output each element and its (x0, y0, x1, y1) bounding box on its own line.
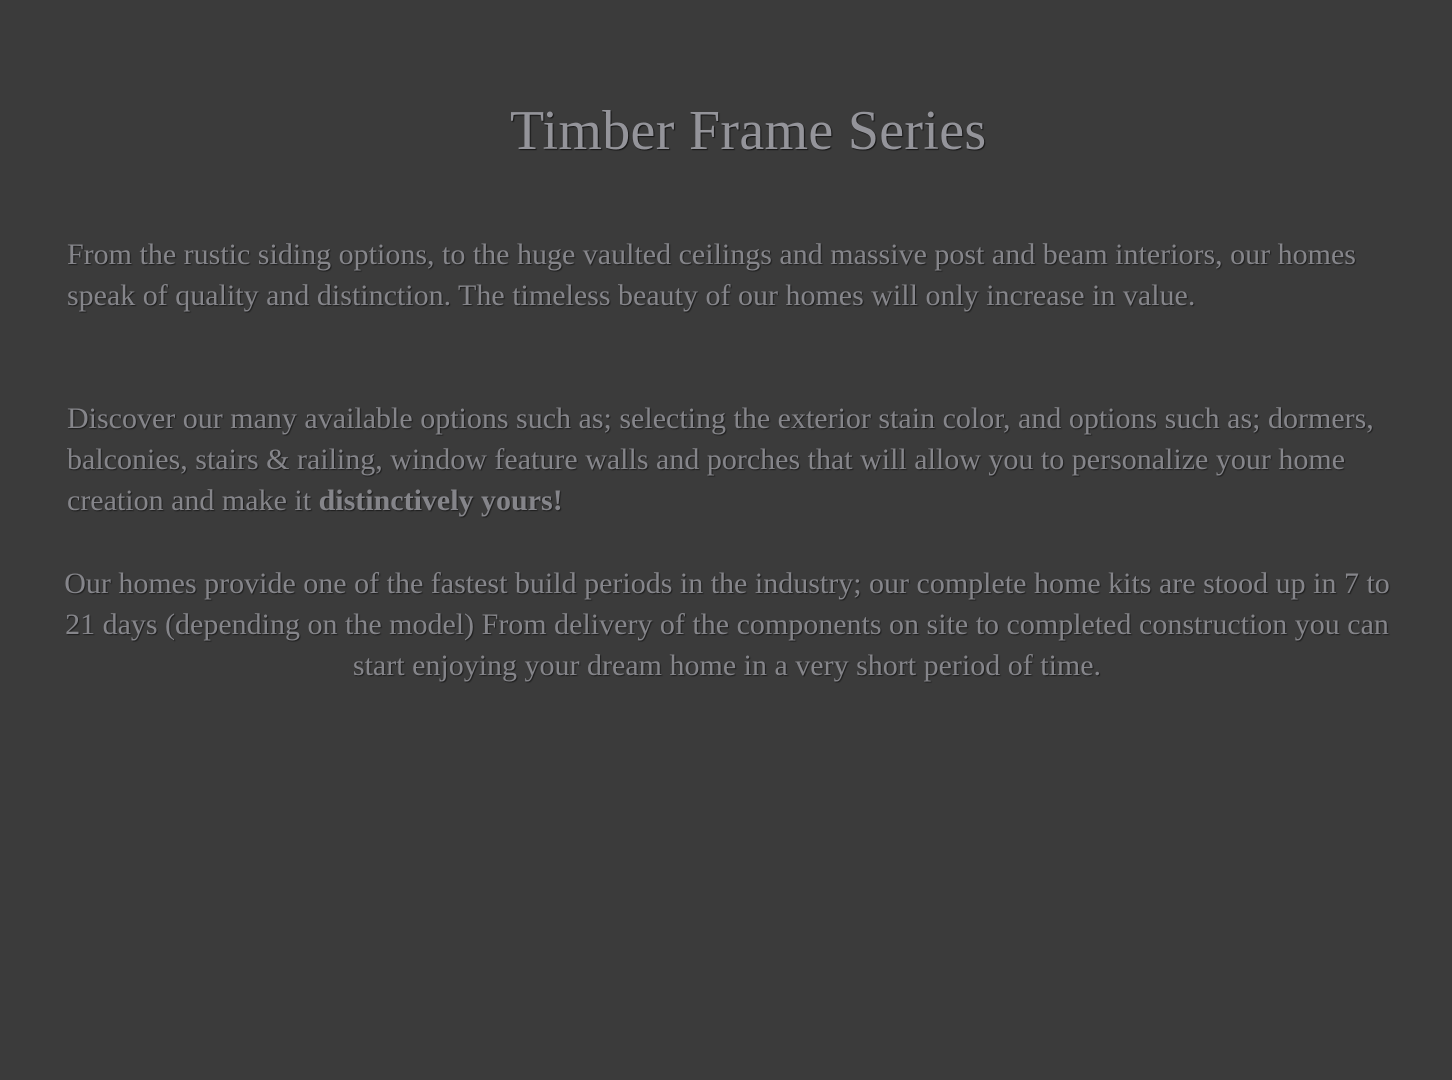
options-paragraph-text: Discover our many available options such as; selecting the exterior stain color, and options such as; dormers, balconies, stairs & railing, window feature walls and porches that will allow you to personalize your home creation and make it (67, 402, 1374, 517)
intro-paragraph: From the rustic siding options, to the huge vaulted ceilings and massive post and beam interiors, our homes speak of quality and distinction. The timeless beauty of our homes will only increase in value. (67, 238, 1356, 312)
build-period-paragraph: Our homes provide one of the fastest build periods in the industry; our complete home kits are stood up in 7 to 21 days (depending on the model) From delivery of the components on site to completed construction you can start enjoying your dream home in a very short period of time. (64, 567, 1390, 682)
page-title: Timber Frame Series (510, 100, 987, 162)
options-paragraph-emphasis: distinctively yours! (318, 484, 563, 517)
options-paragraph (67, 398, 1397, 521)
